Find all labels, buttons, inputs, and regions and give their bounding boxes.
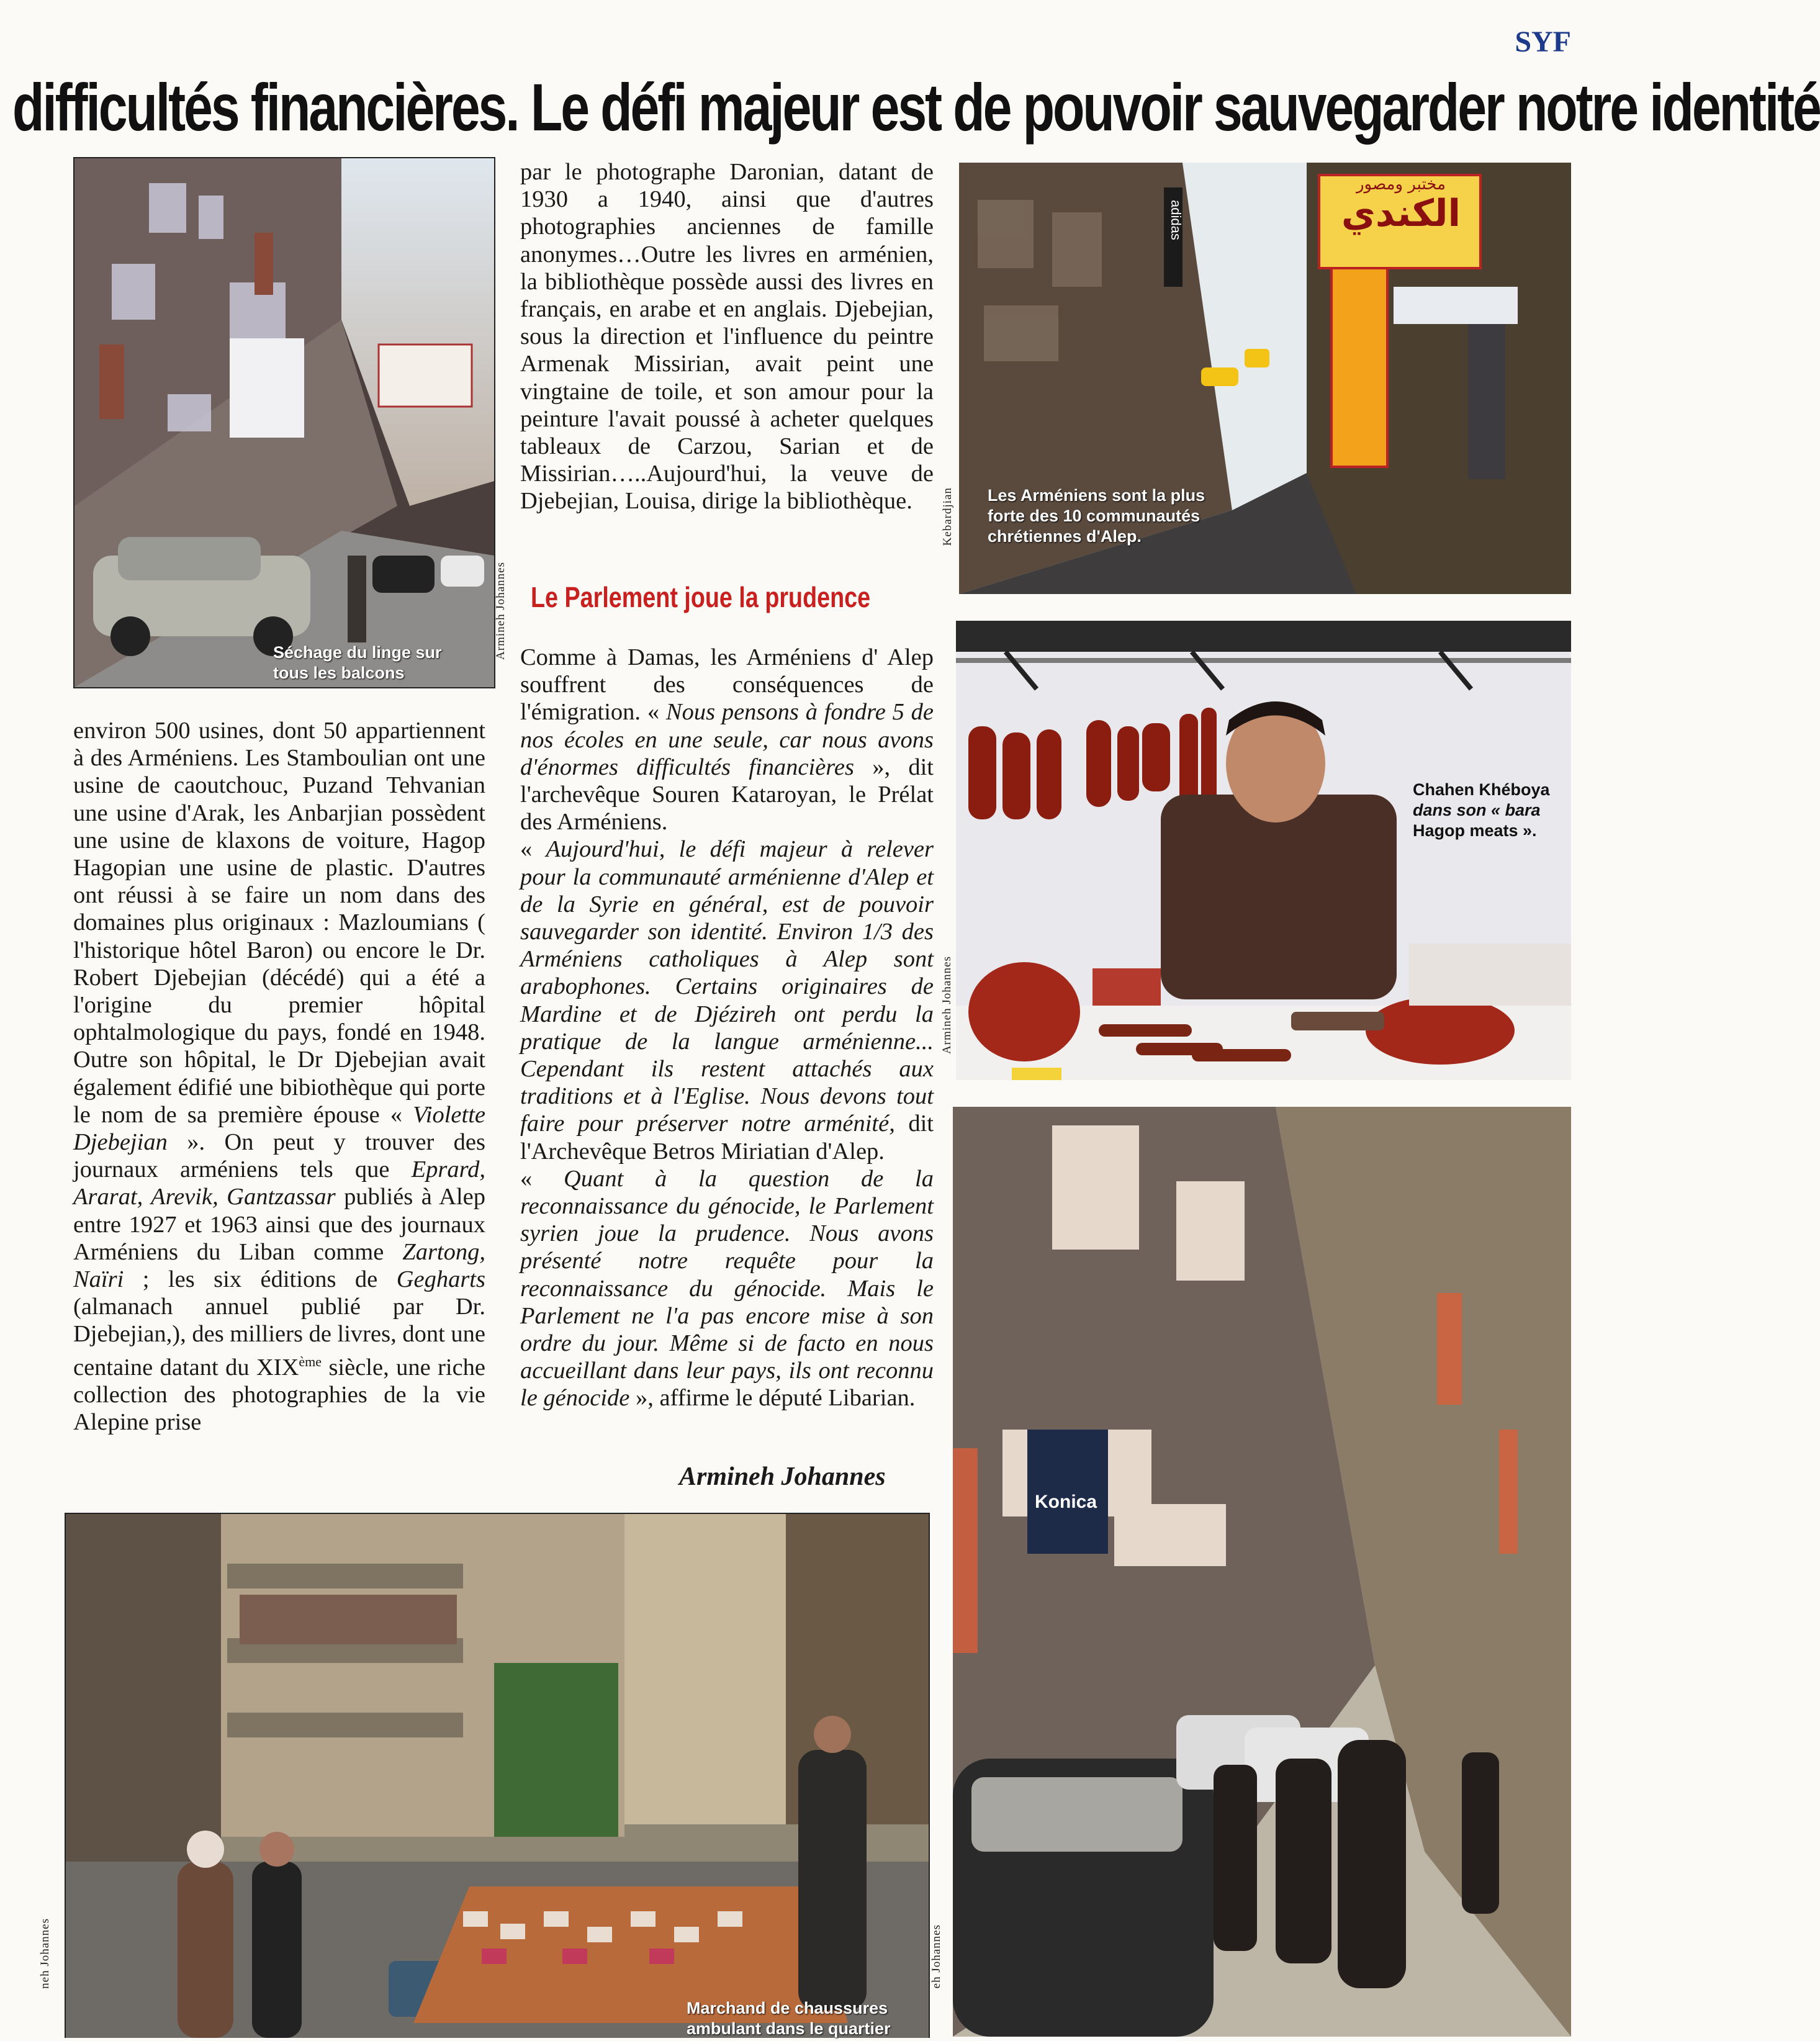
- photo-caption: tous les balcons: [273, 664, 405, 682]
- section-tag: SYF: [1515, 25, 1571, 58]
- section-subhead: Le Parlement joue la prudence: [531, 581, 871, 613]
- konica-sign: Konica: [1035, 1492, 1097, 1512]
- headline: difficultés financières. Le défi majeur est de pouvoir sauvegarder notre identité: [12, 70, 1820, 145]
- photo-street: [959, 163, 1571, 594]
- photo-shoes: [65, 1513, 930, 2038]
- left-column: [73, 717, 485, 1436]
- shop-sign-text: مختبر ومصور الكندي: [1341, 175, 1461, 235]
- photo-butcher: [956, 621, 1571, 1080]
- photo-credit: Armineh Johannes: [940, 956, 953, 1054]
- photo-caption: Hagop meats ».: [1413, 821, 1537, 840]
- middle-column-body: [520, 644, 934, 1412]
- photo-caption: dans son « bara: [1413, 801, 1541, 819]
- paragraph-genocide: « Quant à la question de la reconnaissance du génocide, le Parlement syrien joue la prudence. Nous avons présenté notre requête pour la reconnaissance du génocide. Mais le Parlement ne l'a pas encore mise à son ordre du jour. Même si de facto en nous accueillant dans leur pays, ils ont reconnu le génocide », affirme le député Libarian.: [520, 1165, 934, 1412]
- balconies-image: [74, 158, 494, 687]
- photo-caption: forte des 10 communautés: [988, 507, 1201, 525]
- paragraph-identity: « Aujourd'hui, le défi majeur à relever pour la communauté arménienne d'Alep et de la Syrie en général, est de pouvoir sauvegarder son identité. Environ 1/3 des Arméniens catholiques à Alep sont arabophones. Certains originaires de Mardine et de Djézireh ont perdu la pratique de la langue arménienne... Cependant ils restent attachés aux traditions et à l'Eglise. Nous devons tout faire pour préserver notre arménité, dit l'Archevêque Betros Miriatian d'Alep.: [520, 836, 934, 1165]
- continuation-paragraph: par le photographe Daronian, datant de 1930 a 1940, ainsi que d'autres photographies anciennes de famille anonymes…Outre les livres en arménien, la bibliothèque possède aussi des livres en français, en arabe et en anglais. Djebejian, sous la direction et l'influence du peintre Armenak Missirian, avait peint une vingtaine de toile, et son amour pour la peinture l'avait poussé à acheter quelques tableaux de Carzou, Sarian et de Missirian…..Aujourd'hui, la veuve de Djebejian, Louisa, dirige la bibliothèque.: [520, 159, 934, 515]
- photo-balconies: [73, 157, 495, 688]
- photo-credit: Kebardjian: [941, 487, 954, 546]
- photo-caption: Les Arméniens sont la plus: [988, 486, 1205, 505]
- photo-credit: Armineh Johannes: [494, 562, 507, 660]
- alley-image: [953, 1107, 1571, 2037]
- photo-credit: eh Johannes: [930, 1924, 943, 1989]
- photo-caption: ambulant dans le quartier: [687, 2019, 891, 2038]
- photo-alley: [953, 1107, 1571, 2037]
- left-column-paragraph: environ 500 usines, dont 50 appartiennent à des Arméniens. Les Stamboulian ont une usine de caoutchouc, Puzand Tehvanian une usine d'Arak, les Anbarjian possèdent une usine de klaxons de voiture, Hagop Hagopian une usine de plastic. D'autres ont réussi à se faire un nom dans des domaines plus originaux : Mazloumians ( l'historique hôtel Baron) ou encore le Dr. Robert Djebejian (décédé) qui a été a l'origine du premier hôpital ophtalmologique du pays, fondé en 1948. Outre son hôpital, le Dr Djebejian avait également édifié une bibiothèque qui porte le nom de sa première épouse « Violette Djebejian ». On peut y trouver des journaux arméniens tels que Eprard, Ararat, Arevik, Gantzassar publiés à Alep entre 1927 et 1963 ainsi que des journaux Arméniens du Liban comme Zartong, Naïri ; les six éditions de Gegharts (almanach annuel publié par Dr. Djebejian,), des milliers de livres, dont une centaine datant du XIXème siècle, une riche collection des photographies de la vie Alepine prise: [73, 718, 486, 1435]
- photo-credit: neh Johannes: [38, 1918, 52, 1989]
- photo-caption: Marchand de chaussures: [687, 1999, 888, 2017]
- paragraph-emigration: Comme à Damas, les Arméniens d' Alep souffrent des conséquences de l'émigration. « Nous pensons à fondre 5 de nos écoles en une seule, car nous avons d'énormes difficultés financières », dit l'archevêque Souren Kataroyan, le Prélat des Arméniens.: [520, 644, 934, 836]
- photo-caption: chrétiennes d'Alep.: [988, 527, 1142, 546]
- middle-column: [520, 158, 934, 515]
- photo-caption: Chahen Khéboya: [1413, 780, 1550, 799]
- author-signature: Armineh Johannes: [679, 1462, 886, 1491]
- butcher-image: [956, 621, 1571, 1080]
- shoes-image: [66, 1514, 929, 2038]
- adidas-sign: adidas: [1168, 200, 1184, 240]
- photo-caption: Séchage du linge sur: [273, 643, 442, 662]
